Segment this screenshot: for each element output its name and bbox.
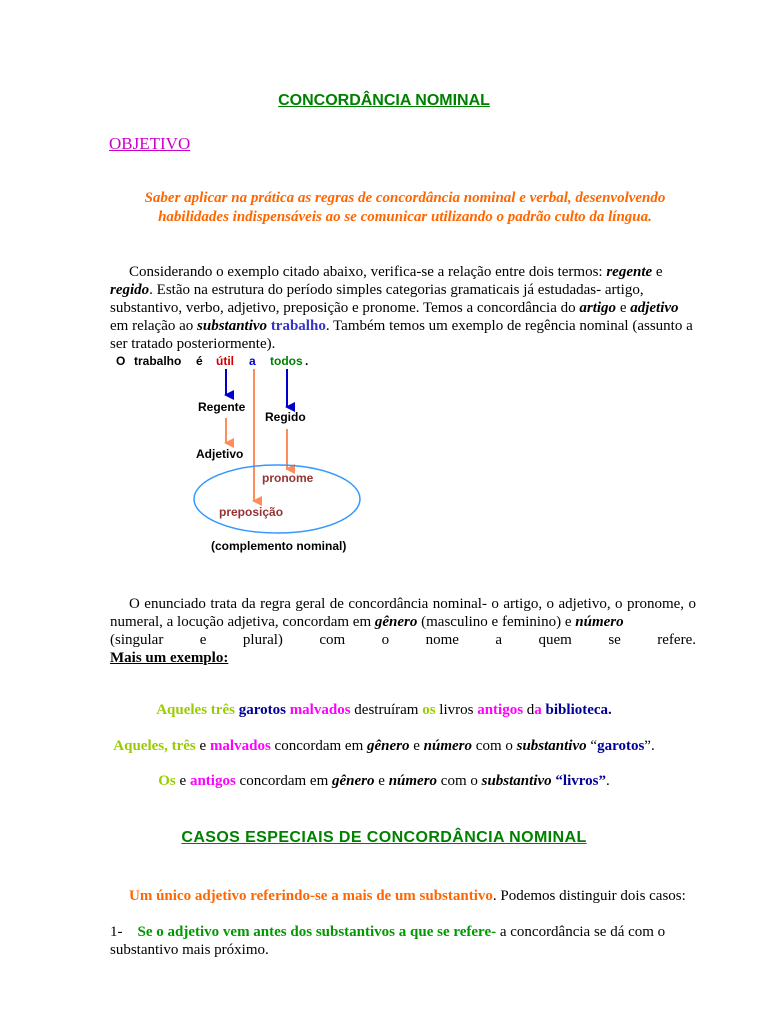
word: malvados: [209, 738, 271, 754]
text: em relação ao: [110, 318, 198, 334]
text: e: [175, 773, 190, 789]
term-adjetivo: adjetivo: [630, 300, 679, 316]
example-explanation-1: [0, 738, 768, 755]
word: Os: [158, 773, 176, 789]
objetivo-text: Saber aplicar na prática as regras de concordância nominal e verbal, desenvolvendo habilidades indispensáveis ao se comunicar utilizando o padrão culto da língua.: [144, 190, 666, 225]
term-regente: regente: [606, 264, 653, 280]
word: gênero: [367, 738, 410, 754]
text: ”.: [644, 738, 655, 754]
term-artigo: artigo: [579, 300, 617, 316]
lead-text: Um único adjetivo referindo-se a mais de um substantivo: [129, 888, 493, 904]
label-adjetivo: Adjetivo: [196, 447, 244, 461]
word: substantivo: [516, 738, 587, 754]
text: destruíram: [350, 702, 423, 718]
word: malvados: [289, 702, 351, 718]
word-util: útil: [216, 354, 234, 368]
word: garotos: [238, 702, 286, 718]
page-title: CONCORDÂNCIA NOMINAL: [278, 92, 490, 109]
term-numero: número: [575, 614, 624, 630]
word-o: O: [116, 354, 126, 368]
label-complemento-nominal: (complemento nominal): [211, 539, 347, 553]
word-period: .: [305, 354, 309, 368]
word-trabalho: trabalho: [134, 354, 182, 368]
word-e: é: [196, 354, 203, 368]
text: concordam em: [235, 773, 333, 789]
text: livros: [435, 702, 478, 718]
example-explanation-2: [0, 773, 768, 790]
word: número: [388, 773, 438, 789]
lead-text: Se o adjetivo vem antes dos substantivos a que se refere-: [137, 924, 497, 940]
text: . Também temos um exemplo de regência nominal (assunto a ser tratado posteriormente).: [110, 318, 693, 352]
word: Aqueles três: [156, 702, 235, 718]
word: gênero: [332, 773, 375, 789]
term-regido: regido: [110, 282, 150, 298]
text: . Podemos distinguir dois casos:: [492, 888, 686, 904]
text: (masculino e feminino) e: [417, 614, 576, 630]
text: O enunciado trata da regra geral de concordância nominal- o artigo, o adjetivo, o pronome, o numeral, a locução adjetiva, concordam em: [110, 596, 696, 630]
term-substantivo: substantivo: [197, 318, 268, 334]
text: com o: [437, 773, 482, 789]
text: com o: [472, 738, 517, 754]
word-a: a: [249, 354, 256, 368]
list-number: 1-: [110, 924, 123, 940]
text: concordam em: [270, 738, 367, 754]
label-pronome: pronome: [262, 471, 314, 485]
word: substantivo: [481, 773, 552, 789]
word: os: [422, 702, 436, 718]
text: e: [374, 773, 389, 789]
word: a: [534, 702, 542, 718]
text: e: [409, 738, 424, 754]
intro-paragraph: [110, 263, 696, 353]
text: (singular e plural) com o nome a quem se refere.: [110, 632, 696, 648]
text: “: [586, 738, 598, 754]
text: a concordância se dá com o substantivo mais próximo.: [110, 924, 666, 958]
word: garotos: [597, 738, 645, 754]
label-preposicao: preposição: [219, 505, 284, 519]
word: Aqueles, três: [113, 738, 196, 754]
word-todos: todos: [270, 354, 303, 368]
syntax-diagram: [0, 345, 768, 560]
text: e: [616, 300, 631, 316]
word: número: [423, 738, 473, 754]
rule-paragraph: [110, 595, 696, 649]
text: d: [526, 702, 535, 718]
casos-intro-paragraph: [110, 887, 696, 905]
label-regente: Regente: [198, 400, 246, 414]
text: . Estão na estrutura do período simples categorias gramaticais já estudadas- artigo, substantivo, verbo, adjetivo, preposição e pronome. Temos a concordância do: [110, 282, 644, 316]
word: biblioteca.: [545, 702, 612, 718]
label-regido: Regido: [265, 410, 306, 424]
word: antigos: [477, 702, 524, 718]
caso-1-paragraph: [110, 923, 696, 959]
text: e: [652, 264, 663, 280]
word: antigos: [189, 773, 236, 789]
mais-exemplo-heading: Mais um exemplo:: [110, 650, 229, 666]
text: e: [195, 738, 210, 754]
example-sentence: [0, 702, 768, 719]
text: [123, 924, 138, 940]
objetivo-heading: OBJETIVO: [109, 134, 191, 153]
word: “livros”: [555, 773, 606, 789]
term-trabalho: trabalho: [270, 318, 326, 334]
text: .: [605, 773, 610, 789]
term-genero: gênero: [374, 614, 418, 630]
text: Considerando o exemplo citado abaixo, verifica-se a relação entre dois termos:: [129, 264, 607, 280]
section-title-casos-especiais: CASOS ESPECIAIS DE CONCORDÂNCIA NOMINAL: [181, 829, 587, 846]
